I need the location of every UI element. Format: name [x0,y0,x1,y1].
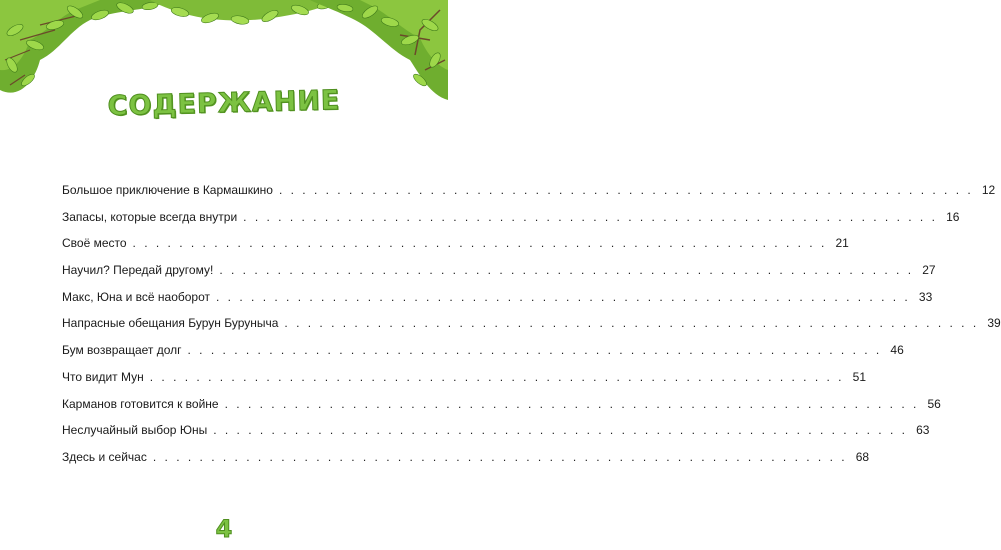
toc-entry-title: Что видит Мун [62,369,144,384]
dot-leader: . . . . . . . . . . . . . . . . . . . . . . . . . . . . . . . . . . . . . . . . . . . . . . . . . . . . . . . . . . . . [219,263,914,278]
toc-entry-title: Макс, Юна и всё наоборот [62,289,211,304]
toc-entry-page: 21 [835,236,849,251]
page-title: СОДЕРЖАНИЕ [107,84,341,123]
dot-leader: . . . . . . . . . . . . . . . . . . . . . . . . . . . . . . . . . . . . . . . . . . . . . . . . . . . . . . . . . . . . [152,449,848,464]
toc-entry[interactable] [62,183,996,210]
toc-entry[interactable] [62,236,849,263]
top-foliage [150,0,340,26]
toc-entry[interactable] [62,316,1001,343]
page-number: 4 [215,515,233,543]
toc-entry-page: 27 [922,263,936,278]
toc-entry[interactable] [62,343,904,370]
dot-leader: . . . . . . . . . . . . . . . . . . . . . . . . . . . . . . . . . . . . . . . . . . . . . . . . . . . . . . . . . . . . [243,209,938,224]
toc-entry-page: 16 [946,209,960,224]
dot-leader: . . . . . . . . . . . . . . . . . . . . . . . . . . . . . . . . . . . . . . . . . . . . . . . . . . . . . . . . . . . . [187,343,882,358]
toc-entry[interactable] [62,396,941,424]
toc-entry-title: Здесь и сейчас [62,449,147,464]
toc-entry[interactable] [62,263,936,290]
toc-entry[interactable] [62,423,930,450]
toc-entry[interactable] [62,369,866,397]
toc-entry-page: 39 [987,316,1001,331]
toc-entry-title: Большое приключение в Кармашкино [62,183,273,197]
toc-entry-page: 46 [890,343,904,358]
toc-entry[interactable] [62,449,870,477]
dot-leader: . . . . . . . . . . . . . . . . . . . . . . . . . . . . . . . . . . . . . . . . . . . . . . . . . . . . . . . . . . . . [213,423,908,438]
toc-entry-page: 33 [918,289,933,304]
toc-entry-title: Неслучайный выбор Юны [62,423,208,438]
toc-entry-title: Своё место [62,236,127,251]
dot-leader: . . . . . . . . . . . . . . . . . . . . . . . . . . . . . . . . . . . . . . . . . . . . . . . . . . . . . . . . . . . . [216,289,911,304]
table-of-contents [62,183,1001,477]
toc-entry-page: 63 [916,423,930,438]
toc-entry-title: Запасы, которые всегда внутри [62,209,238,224]
toc-entry-title: Научил? Передай другому! [62,263,214,278]
toc-entry-page: 68 [855,449,870,464]
toc-entry-page: 12 [981,183,996,197]
left-foliage [0,0,170,93]
toc-entry-title: Карманов готовится к войне [62,396,219,411]
toc-entry[interactable] [62,209,960,237]
toc-entry[interactable] [62,289,933,317]
dot-leader: . . . . . . . . . . . . . . . . . . . . . . . . . . . . . . . . . . . . . . . . . . . . . . . . . . . . . . . . . . . . [149,369,844,384]
dot-leader: . . . . . . . . . . . . . . . . . . . . . . . . . . . . . . . . . . . . . . . . . . . . . . . . . . . . . . . . . . . . [284,316,979,331]
toc-entry-title: Напрасные обещания Бурун Буруныча [62,316,279,331]
dot-leader: . . . . . . . . . . . . . . . . . . . . . . . . . . . . . . . . . . . . . . . . . . . . . . . . . . . . . . . . . . . . [132,236,827,251]
toc-entry-page: 56 [927,396,941,411]
toc-entry-page: 51 [852,369,866,384]
dot-leader: . . . . . . . . . . . . . . . . . . . . . . . . . . . . . . . . . . . . . . . . . . . . . . . . . . . . . . . . . . . . [224,396,919,411]
toc-entry-title: Бум возвращает долг [62,343,182,358]
dot-leader: . . . . . . . . . . . . . . . . . . . . . . . . . . . . . . . . . . . . . . . . . . . . . . . . . . . . . . . . . . . . [278,183,974,197]
